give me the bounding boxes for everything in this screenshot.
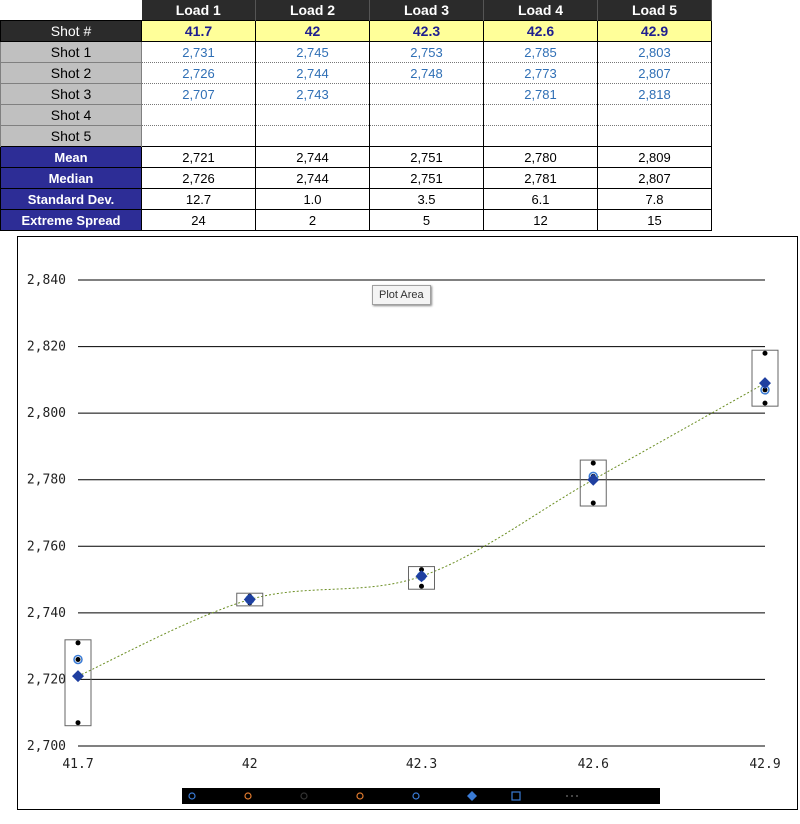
shot-cell[interactable]: 2,745 [256,42,370,63]
stat-row [1,147,712,168]
y-tick-label: 2,840 [26,273,66,288]
shot-label[interactable]: Shot 3 [1,84,142,105]
shot-number-label[interactable]: Shot # [1,21,142,42]
shot-cell[interactable]: 2,785 [484,42,598,63]
shot-point [419,584,424,589]
shot-cell[interactable]: 2,803 [598,42,712,63]
shot-point [763,401,768,406]
shot-cell[interactable] [256,126,370,147]
shot-cell[interactable]: 2,726 [142,63,256,84]
charge-cell[interactable]: 42.3 [370,21,484,42]
shot-cell[interactable] [256,105,370,126]
charge-row [1,21,712,42]
stat-cell[interactable]: 15 [598,210,712,231]
charge-cell[interactable]: 42 [256,21,370,42]
load-1-header[interactable]: Load 1 [142,0,256,21]
stat-row [1,168,712,189]
charge-cell[interactable]: 42.6 [484,21,598,42]
box-layer [65,350,778,725]
shot-cell[interactable] [370,126,484,147]
shot-row [1,84,712,105]
blank-corner [1,0,142,21]
load-3-header[interactable]: Load 3 [370,0,484,21]
load-5-header[interactable]: Load 5 [598,0,712,21]
x-tick-label: 42 [241,757,258,772]
stat-cell[interactable]: 12 [484,210,598,231]
chart-svg [18,237,797,809]
shot-cell[interactable]: 2,773 [484,63,598,84]
shot-point [763,351,768,356]
mean-point [72,670,84,682]
shot-point [76,657,81,662]
shot-cell[interactable]: 2,743 [256,84,370,105]
shot-point [76,640,81,645]
trend-line [78,383,765,676]
stat-cell[interactable]: 5 [370,210,484,231]
label-layer [27,273,781,772]
shot-cell[interactable]: 2,818 [598,84,712,105]
shot-point [591,461,596,466]
point-layer [72,351,771,725]
stat-row [1,189,712,210]
x-tick-label: 42.6 [577,757,609,772]
shot-cell[interactable] [142,105,256,126]
legend-circle-marker [357,793,363,799]
stat-cell[interactable]: 2,744 [256,147,370,168]
chart-legend[interactable] [182,788,660,804]
stat-cell[interactable]: 2,744 [256,168,370,189]
x-tick-label: 42.9 [749,757,781,772]
stat-cell[interactable]: 2,751 [370,168,484,189]
shot-label[interactable]: Shot 4 [1,105,142,126]
shot-cell[interactable]: 2,731 [142,42,256,63]
shot-point [76,720,81,725]
shot-cell[interactable]: 2,753 [370,42,484,63]
stat-cell[interactable]: 12.7 [142,189,256,210]
stat-cell[interactable]: 1.0 [256,189,370,210]
shot-point [591,501,596,506]
shot-cell[interactable] [484,126,598,147]
shot-cell[interactable] [598,126,712,147]
stat-row [1,210,712,231]
shot-cell[interactable] [484,105,598,126]
stat-cell[interactable]: 2 [256,210,370,231]
plot-area-tooltip: Plot Area [372,285,431,305]
stat-cell[interactable]: 2,809 [598,147,712,168]
shot-label[interactable]: Shot 2 [1,63,142,84]
y-tick-label: 2,720 [26,672,66,688]
charge-cell[interactable]: 41.7 [142,21,256,42]
shot-cell[interactable]: 2,807 [598,63,712,84]
shot-cell[interactable]: 2,781 [484,84,598,105]
stat-cell[interactable]: 24 [142,210,256,231]
stat-label[interactable]: Mean [1,147,142,168]
stat-cell[interactable]: 7.8 [598,189,712,210]
stat-label[interactable]: Median [1,168,142,189]
legend-circle-marker [245,793,251,799]
shot-cell[interactable] [142,126,256,147]
stat-cell[interactable]: 6.1 [484,189,598,210]
shot-row [1,105,712,126]
stat-label[interactable]: Standard Dev. [1,189,142,210]
shot-row [1,63,712,84]
shot-label[interactable]: Shot 5 [1,126,142,147]
velocity-chart[interactable] [17,236,798,810]
shot-cell[interactable] [598,105,712,126]
stat-cell[interactable]: 2,807 [598,168,712,189]
shot-cell[interactable] [370,105,484,126]
charge-cell[interactable]: 42.9 [598,21,712,42]
y-tick-label: 2,800 [26,406,66,422]
range-box [65,640,91,726]
legend-circle-marker [189,793,195,799]
shot-label[interactable]: Shot 1 [1,42,142,63]
load-2-header[interactable]: Load 2 [256,0,370,21]
y-tick-label: 2,780 [26,472,66,488]
y-tick-label: 2,820 [26,339,66,355]
shot-cell[interactable]: 2,744 [256,63,370,84]
y-tick-label: 2,700 [26,739,66,754]
shot-cell[interactable]: 2,707 [142,84,256,105]
mean-point [416,570,428,582]
legend-circle-marker [413,793,419,799]
load-4-header[interactable]: Load 4 [484,0,598,21]
shot-cell[interactable] [370,84,484,105]
shot-cell[interactable]: 2,748 [370,63,484,84]
mean-point [244,594,256,606]
stat-cell[interactable]: 2,721 [142,147,256,168]
y-tick-label: 2,740 [26,605,66,621]
stat-cell[interactable]: 3.5 [370,189,484,210]
legend-circle-marker [301,793,307,799]
stat-cell[interactable]: 2,781 [484,168,598,189]
stat-cell[interactable]: 2,780 [484,147,598,168]
trend-layer [78,383,765,676]
legend-square-marker [512,792,520,800]
stat-cell[interactable]: 2,726 [142,168,256,189]
y-tick-label: 2,760 [26,539,66,555]
x-tick-label: 41.7 [62,757,94,772]
shot-row [1,126,712,147]
stat-label[interactable]: Extreme Spread [1,210,142,231]
x-tick-label: 42.3 [405,757,438,772]
stat-cell[interactable]: 2,751 [370,147,484,168]
shot-row [1,42,712,63]
grid-layer [78,280,765,746]
load-data-table [0,0,712,231]
legend-diamond-marker [467,791,477,801]
load-header-row [1,0,712,21]
mean-point [759,377,771,389]
